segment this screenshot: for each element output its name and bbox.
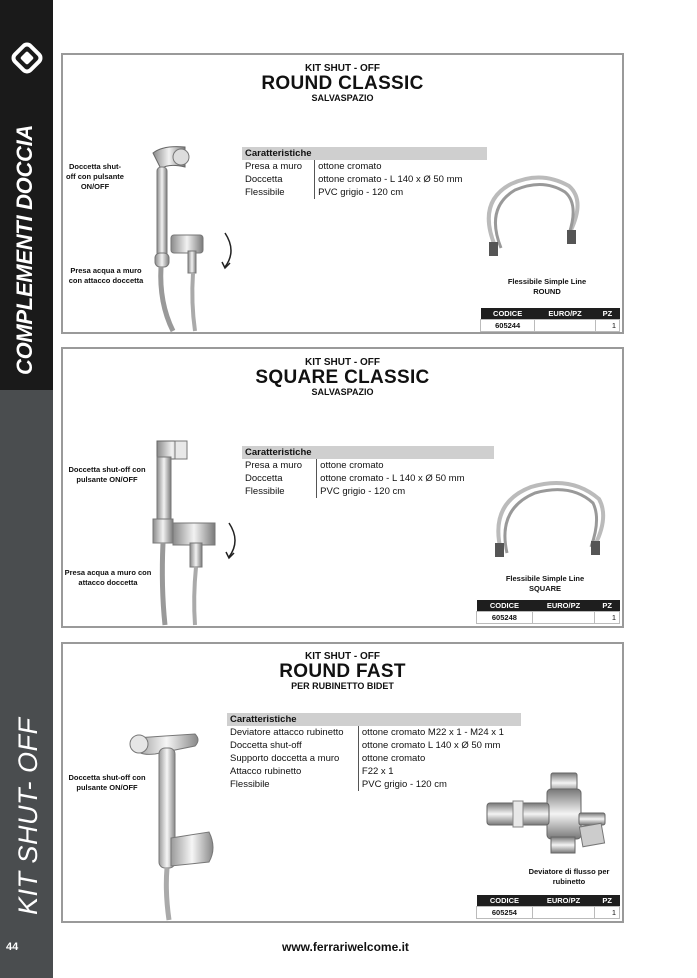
label-wall-outlet: Presa acqua a muro con attacco doccetta <box>68 266 144 285</box>
code-header: CODICE <box>481 308 535 320</box>
spec-key: Presa a muro <box>245 161 303 172</box>
spec-key: Doccetta <box>245 174 283 185</box>
product-code: 605244 <box>481 320 535 332</box>
spec-value: F22 x 1 <box>358 765 521 778</box>
product-subtitle: SALVASPAZIO <box>311 387 374 397</box>
page-number: 44 <box>6 941 19 953</box>
label-shower: Doccetta shut-off con pulsante ON/OFF <box>66 162 124 191</box>
spec-value: PVC grigio - 120 cm <box>317 485 494 498</box>
spec-header: Caratteristiche <box>242 147 487 160</box>
product-kit-label: KIT SHUT - OFF <box>305 63 380 74</box>
price-header: EURO/PZ <box>535 308 596 320</box>
product-panel-square-classic <box>61 347 624 628</box>
spec-key: Flessibile <box>245 486 285 497</box>
spec-header: Caratteristiche <box>227 713 521 726</box>
website-link[interactable]: www.ferrariwelcome.it <box>282 940 409 954</box>
spec-header: Caratteristiche <box>242 446 494 459</box>
label-diverter: Deviatore di flusso per rubinetto <box>528 867 610 886</box>
spec-table <box>242 446 494 498</box>
product-qty: 1 <box>595 320 619 332</box>
spec-key: Flessibile <box>230 779 270 790</box>
spec-value: ottone cromato <box>317 459 494 472</box>
product-panel-round-classic <box>61 53 624 334</box>
category-title-bottom: KIT SHUT- OFF <box>13 717 43 915</box>
spec-value: PVC grigio - 120 cm <box>315 186 487 199</box>
qty-header: PZ <box>595 895 620 907</box>
diverter-image <box>483 769 613 859</box>
product-panel-round-fast <box>61 642 624 923</box>
spec-value: ottone cromato M22 x 1 - M24 x 1 <box>358 726 521 739</box>
spec-key: Flessibile <box>245 187 285 198</box>
product-price <box>535 320 596 332</box>
qty-header: PZ <box>595 600 620 612</box>
label-wall-outlet: Presa acqua a muro con attacco doccetta <box>64 568 152 587</box>
spec-value: ottone cromato <box>358 752 521 765</box>
product-qty: 1 <box>595 612 620 624</box>
product-qty: 1 <box>595 907 620 919</box>
spec-key: Attacco rubinetto <box>230 766 302 777</box>
product-code: 605248 <box>477 612 533 624</box>
spec-value: ottone cromato - L 140 x Ø 50 mm <box>315 173 487 186</box>
price-header: EURO/PZ <box>532 895 594 907</box>
label-hose: Flessibile Simple Line ROUND <box>507 277 587 296</box>
spec-key: Presa a muro <box>245 460 303 471</box>
spec-table <box>242 147 487 199</box>
hose-image <box>491 473 609 559</box>
product-code: 605254 <box>477 907 533 919</box>
product-kit-label: KIT SHUT - OFF <box>305 357 380 368</box>
spec-key: Supporto doccetta a muro <box>230 753 340 764</box>
category-title-top: COMPLEMENTI DOCCIA <box>12 124 37 375</box>
product-name: ROUND CLASSIC <box>261 73 424 94</box>
spec-key: Doccetta shut-off <box>230 740 302 751</box>
spec-value: PVC grigio - 120 cm <box>358 778 521 791</box>
spec-table <box>227 713 521 791</box>
spec-key: Doccetta <box>245 473 283 484</box>
shower-kit-image <box>145 437 245 627</box>
label-hose: Flessibile Simple Line SQUARE <box>505 574 585 593</box>
spec-value: ottone cromato - L 140 x Ø 50 mm <box>317 472 494 485</box>
shower-kit-image <box>143 143 243 333</box>
product-name: ROUND FAST <box>279 661 406 682</box>
product-price <box>532 907 594 919</box>
spec-value: ottone cromato <box>315 160 487 173</box>
spec-key: Deviatore attacco rubinetto <box>230 727 344 738</box>
product-price <box>532 612 594 624</box>
product-subtitle: SALVASPAZIO <box>311 93 374 103</box>
brand-logo-icon <box>9 40 45 76</box>
code-header: CODICE <box>477 600 533 612</box>
price-header: EURO/PZ <box>532 600 594 612</box>
code-header: CODICE <box>477 895 533 907</box>
product-kit-label: KIT SHUT - OFF <box>305 651 380 662</box>
code-table <box>476 895 620 919</box>
code-table <box>480 308 620 332</box>
label-shower: Doccetta shut-off con pulsante ON/OFF <box>68 465 146 484</box>
qty-header: PZ <box>595 308 619 320</box>
code-table <box>476 600 620 624</box>
shower-kit-image <box>125 732 225 922</box>
product-subtitle: PER RUBINETTO BIDET <box>291 681 394 691</box>
product-name: SQUARE CLASSIC <box>255 367 430 388</box>
label-shower: Doccetta shut-off con pulsante ON/OFF <box>68 773 146 792</box>
hose-image <box>481 172 583 262</box>
spec-value: ottone cromato L 140 x Ø 50 mm <box>358 739 521 752</box>
